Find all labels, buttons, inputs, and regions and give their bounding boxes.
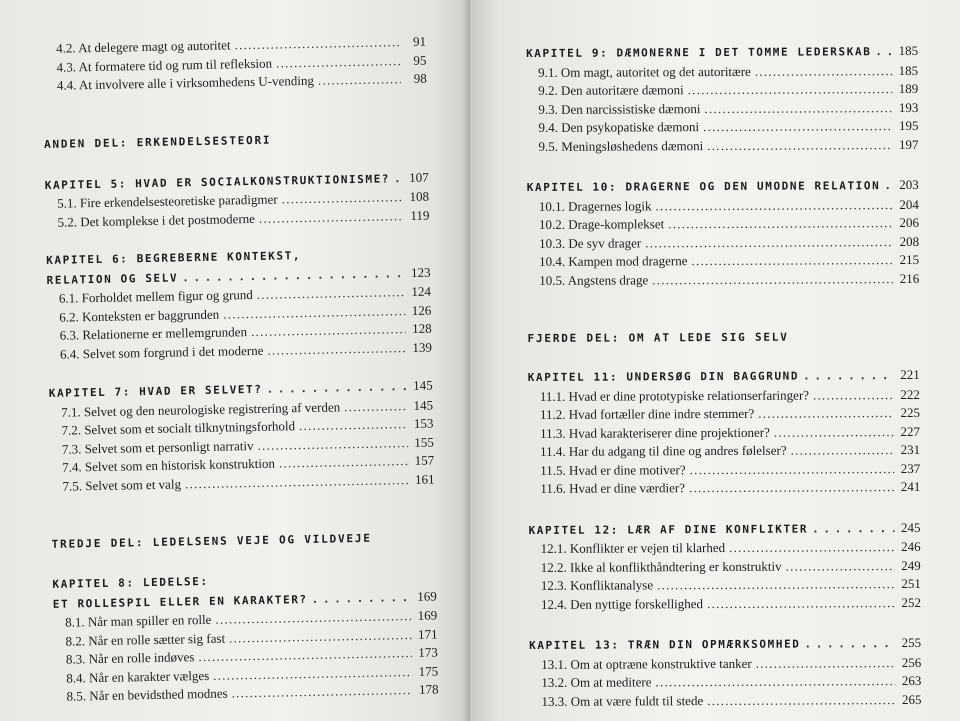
part-heading: ANDEN DEL: ERKENDELSESTEORI: [43, 133, 272, 151]
toc-entry: 4.3. At formatere tid og rum til refleksion . . . 95: [56, 51, 426, 77]
left-toc: [42, 33, 439, 707]
toc-entry: 10.5. Angstens drage . . . 216: [539, 269, 919, 289]
toc-entry: 11.6. Hvad er dine værdier? . . . 241: [540, 478, 920, 498]
toc-entry: 7.4. Selvet som en historisk konstruktion . . . 157: [62, 452, 434, 478]
chapter-heading: RELATION OG SELV . . . 123: [46, 263, 430, 290]
toc-entry: 8.5. Når en bevidsthed modnes . . . 178: [66, 681, 438, 707]
chapter-heading: KAPITEL 13: TRÆN DIN OPMÆRKSOMHED . . . 255: [529, 634, 921, 656]
toc-entry: 10.3. De syv drager . . . 208: [539, 232, 919, 252]
chapter-sections: [53, 607, 439, 707]
toc-entry: 6.4. Selvet som forgrund i det moderne . . . 139: [60, 338, 432, 364]
chapter-heading: KAPITEL 9: DÆMONERNE I DET TOMME LEDERSKAB . . . 185: [526, 42, 918, 64]
chapter-sections: [526, 61, 918, 156]
toc-entry: 9.2. Den autoritære dæmoni . . . 189: [538, 80, 918, 100]
chapter-sections: [49, 396, 435, 496]
chapter-heading: KAPITEL 10: DRAGERNE OG DEN UMODNE RELATION . . . 203: [527, 176, 919, 198]
toc-entry: 10.1. Dragernes logik . . . 204: [539, 195, 919, 215]
chapter-sections: [45, 188, 430, 232]
part-heading: FJERDE DEL: OM AT LEDE SIG SELV: [527, 330, 789, 345]
chapter-heading: KAPITEL 5: HVAD ER SOCIALKONSTRUKTIONISME? . . . 107: [45, 168, 429, 195]
toc-entry: 12.3. Konfliktanalyse . . . 251: [541, 575, 921, 595]
toc-entry: 12.1. Konflikter er vejen til klarhed . . . 246: [541, 538, 921, 558]
toc-group-top: [42, 33, 427, 96]
chapter-heading: KAPITEL 8: LEDELSE:: [52, 574, 209, 591]
toc-entry: 13.1. Om at optræne konstruktive tanker . . . 256: [541, 653, 921, 673]
right-page: [470, 0, 960, 721]
chapter-sections: [527, 195, 919, 290]
chapter-sections: [528, 385, 921, 498]
chapter-sections: [47, 283, 432, 364]
toc-entry: 9.3. Den narcissistiske dæmoni . . . 193: [538, 98, 918, 118]
left-page: [0, 0, 470, 721]
toc-entry: 7.3. Selvet som et personligt narrativ . . . 155: [62, 433, 434, 459]
toc-entry: 8.3. Når en rolle indøves . . . 173: [66, 644, 438, 670]
toc-entry: 5.1. Fire erkendelsesteoretiske paradigmer . . . 108: [57, 188, 429, 214]
toc-entry: 8.4. Når en karakter vælges . . . 175: [66, 662, 438, 688]
toc-entry: 6.3. Relationerne er mellemgrunden . . . 128: [60, 320, 432, 346]
toc-entry: 6.1. Forholdet mellem figur og grund . . . 124: [59, 283, 431, 309]
chapter-heading: KAPITEL 12: LÆR AF DINE KONFLIKTER . . . 245: [528, 518, 920, 540]
toc-entry: 11.3. Hvad karakteriserer dine projektioner? . . . 227: [540, 422, 920, 442]
toc-entry: 8.1. Når man spiller en rolle . . . 169: [65, 607, 437, 633]
chapter-heading: KAPITEL 7: HVAD ER SELVET? . . . 145: [49, 377, 433, 404]
toc-entry: 11.1. Hvad er dine prototypiske relationserfaringer? . . . 222: [540, 385, 920, 405]
toc-entry: 7.5. Selvet som et valg . . . 161: [62, 470, 434, 496]
toc-entry: 8.2. Når en rolle sætter sig fast . . . 171: [65, 625, 437, 651]
chapter-heading: ET ROLLESPIL ELLER EN KARAKTER? . . . 169: [53, 587, 437, 614]
chapter-heading: KAPITEL 6: BEGREBERNE KONTEKST,: [46, 249, 302, 267]
toc-entry: 10.2. Drage-komplekset . . . 206: [539, 214, 919, 234]
chapter-heading: KAPITEL 11: UNDERSØG DIN BAGGRUND . . . 221: [528, 366, 920, 388]
toc-entry: 9.4. Den psykopatiske dæmoni . . . 195: [538, 117, 918, 137]
toc-entry: 13.2. Om at meditere . . . 263: [541, 672, 921, 692]
toc-entry: 10.4. Kampen mod dragerne . . . 215: [539, 251, 919, 271]
right-toc: [526, 42, 921, 711]
toc-entry: 7.2. Selvet som et socialt tilknytningsforhold . . . 153: [61, 415, 433, 441]
toc-entry: 9.5. Meningsløshedens dæmoni . . . 197: [538, 135, 918, 155]
part-heading: TREDJE DEL: LEDELSENS VEJE OG VILDVEJE: [51, 531, 372, 551]
toc-entry: 4.4. At involvere alle i virksomhedens U-vending . . . 98: [57, 70, 427, 96]
toc-entry: 11.5. Hvad er dine motiver? . . . 237: [540, 459, 920, 479]
toc-entry: 12.2. Ikke al konflikthåndtering er konstruktiv . . . 249: [541, 556, 921, 576]
toc-entry: 9.1. Om magt, autoritet og det autoritære . . . 185: [538, 61, 918, 81]
toc-entry: 6.2. Konteksten er baggrunden . . . 126: [59, 301, 431, 327]
chapter-sections: [529, 653, 921, 711]
toc-entry: 13.3. Om at være fuldt til stede . . . 265: [541, 690, 921, 710]
toc-entry: 5.2. Det komplekse i det postmoderne . . . 119: [57, 206, 429, 232]
toc-entry: 11.4. Har du adgang til dine og andres følelser? . . . 231: [540, 441, 920, 461]
chapter-sections: [529, 538, 921, 614]
toc-entry: 12.4. Den nyttige forskellighed . . . 252: [541, 593, 921, 613]
toc-entry: 4.2. At delegere magt og autoritet . . . 91: [56, 33, 426, 59]
toc-entry: 7.1. Selvet og den neurologiske registrering af verden . . . 145: [61, 396, 433, 422]
toc-entry: 11.2. Hvad fortæller dine indre stemmer? . . . 225: [540, 404, 920, 424]
